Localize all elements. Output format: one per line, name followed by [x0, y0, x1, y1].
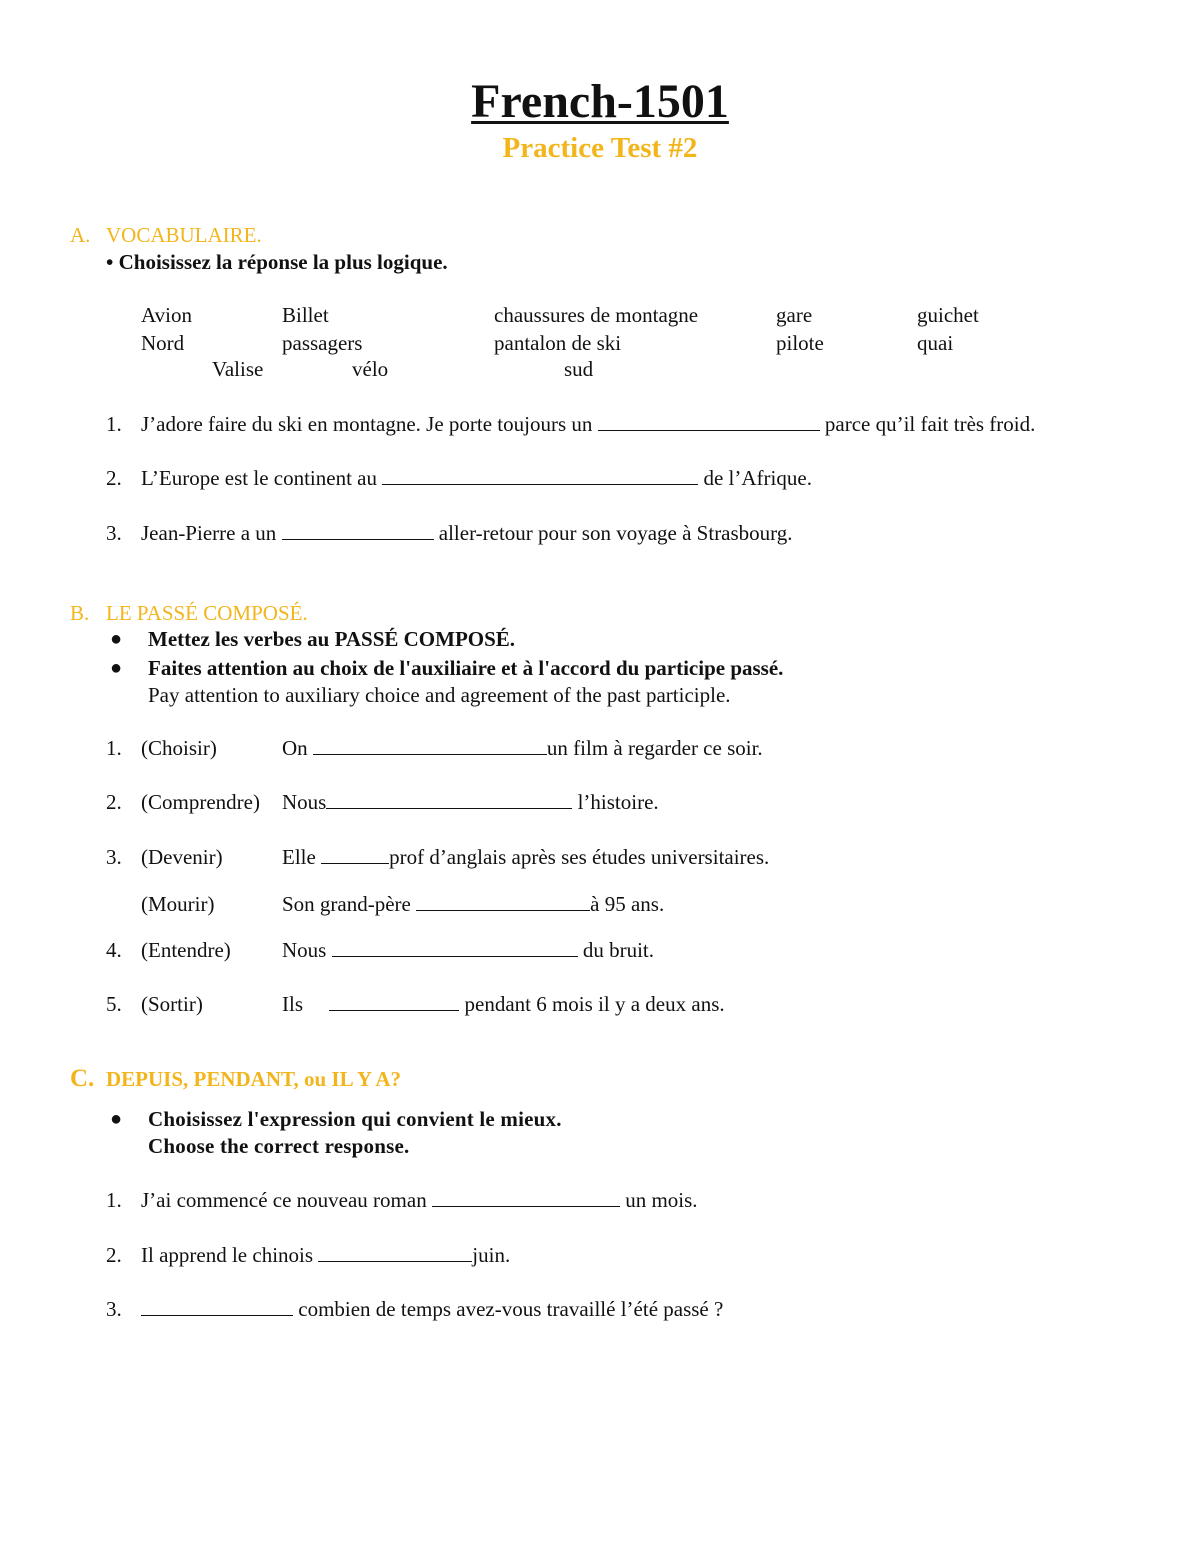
word-bank-item: Billet	[282, 303, 329, 327]
answer-blank[interactable]	[598, 412, 820, 431]
section-b-translation: Pay attention to auxiliary choice and agreement of the past participle.	[148, 683, 731, 707]
question-text: On un film à regarder ce soir.	[282, 736, 763, 760]
question-text: Son grand-père à 95 ans.	[282, 892, 665, 916]
question-number: 3.	[106, 1297, 122, 1321]
word-bank-item: guichet	[917, 303, 979, 327]
word-bank-item: sud	[564, 357, 594, 381]
answer-blank[interactable]	[318, 1243, 472, 1262]
word-bank-item: chaussures de montagne	[494, 303, 699, 327]
answer-blank[interactable]	[321, 845, 389, 864]
answer-blank[interactable]	[282, 521, 434, 540]
question-verb: (Devenir)	[141, 845, 223, 869]
section-a-heading: A. VOCABULAIRE.	[70, 223, 262, 247]
word-bank-item: passagers	[282, 331, 363, 355]
question-text: Il apprend le chinois juin.	[141, 1243, 511, 1267]
answer-blank[interactable]	[326, 790, 572, 809]
word-bank-item: pantalon de ski	[494, 331, 622, 355]
bullet-icon: ●	[110, 657, 123, 679]
section-c-translation: Choose the correct response.	[148, 1134, 410, 1158]
answer-blank[interactable]	[141, 1297, 293, 1316]
answer-blank[interactable]	[332, 938, 578, 957]
section-b-heading: B. LE PASSÉ COMPOSÉ.	[70, 601, 308, 625]
question-number: 3.	[106, 845, 122, 869]
question-text: Jean-Pierre a un aller-retour pour son voyage à Strasbourg.	[141, 521, 793, 545]
bullet-icon: ●	[110, 1108, 123, 1130]
word-bank-item: Nord	[141, 331, 185, 355]
question-number: 4.	[106, 938, 122, 962]
answer-blank[interactable]	[313, 736, 547, 755]
answer-blank[interactable]	[382, 466, 698, 485]
page-subtitle: Practice Test #2	[502, 132, 698, 164]
question-number: 1.	[106, 412, 122, 436]
question-verb: (Mourir)	[141, 892, 215, 916]
question-text: Elle prof d’anglais après ses études universitaires.	[282, 845, 770, 869]
question-verb: (Comprendre)	[141, 790, 260, 814]
word-bank-item: vélo	[352, 357, 389, 381]
question-text: J’adore faire du ski en montagne. Je porte toujours un parce qu’il fait très froid.	[141, 412, 1036, 436]
word-bank-item: pilote	[776, 331, 824, 355]
question-text: J’ai commencé ce nouveau roman un mois.	[141, 1188, 698, 1212]
answer-blank[interactable]	[329, 992, 459, 1011]
question-number: 2.	[106, 466, 122, 490]
question-number: 1.	[106, 1188, 122, 1212]
answer-blank[interactable]	[416, 892, 590, 911]
question-text: Nous du bruit.	[282, 938, 655, 962]
answer-blank[interactable]	[432, 1188, 620, 1207]
question-verb: (Entendre)	[141, 938, 231, 962]
question-number: 5.	[106, 992, 122, 1016]
word-bank-item: Valise	[212, 357, 264, 381]
question-text: Nous l’histoire.	[282, 790, 659, 814]
section-c-heading: C. DEPUIS, PENDANT, ou IL Y A?	[70, 1065, 402, 1092]
section-c-instruction: Choisissez l'expression qui convient le mieux.	[148, 1107, 562, 1131]
section-a-instruction: • Choisissez la réponse la plus logique.	[106, 250, 448, 274]
word-bank-item: Avion	[141, 303, 192, 327]
question-text: Ils pendant 6 mois il y a deux ans.	[282, 992, 725, 1016]
question-verb: (Sortir)	[141, 992, 203, 1016]
question-number: 1.	[106, 736, 122, 760]
word-bank-item: quai	[917, 331, 954, 355]
question-number: 2.	[106, 790, 122, 814]
question-number: 3.	[106, 521, 122, 545]
section-b-instruction: Faites attention au choix de l'auxiliaire et à l'accord du participe passé.	[148, 656, 784, 680]
bullet-icon: ●	[110, 628, 123, 650]
question-number: 2.	[106, 1243, 122, 1267]
section-b-instruction: Mettez les verbes au PASSÉ COMPOSÉ.	[148, 627, 516, 651]
question-text: L’Europe est le continent au de l’Afrique.	[141, 466, 812, 490]
page-title: French-1501	[471, 75, 729, 128]
word-bank-item: gare	[776, 303, 813, 327]
question-verb: (Choisir)	[141, 736, 217, 760]
question-text: combien de temps avez-vous travaillé l’été passé ?	[141, 1296, 723, 1322]
